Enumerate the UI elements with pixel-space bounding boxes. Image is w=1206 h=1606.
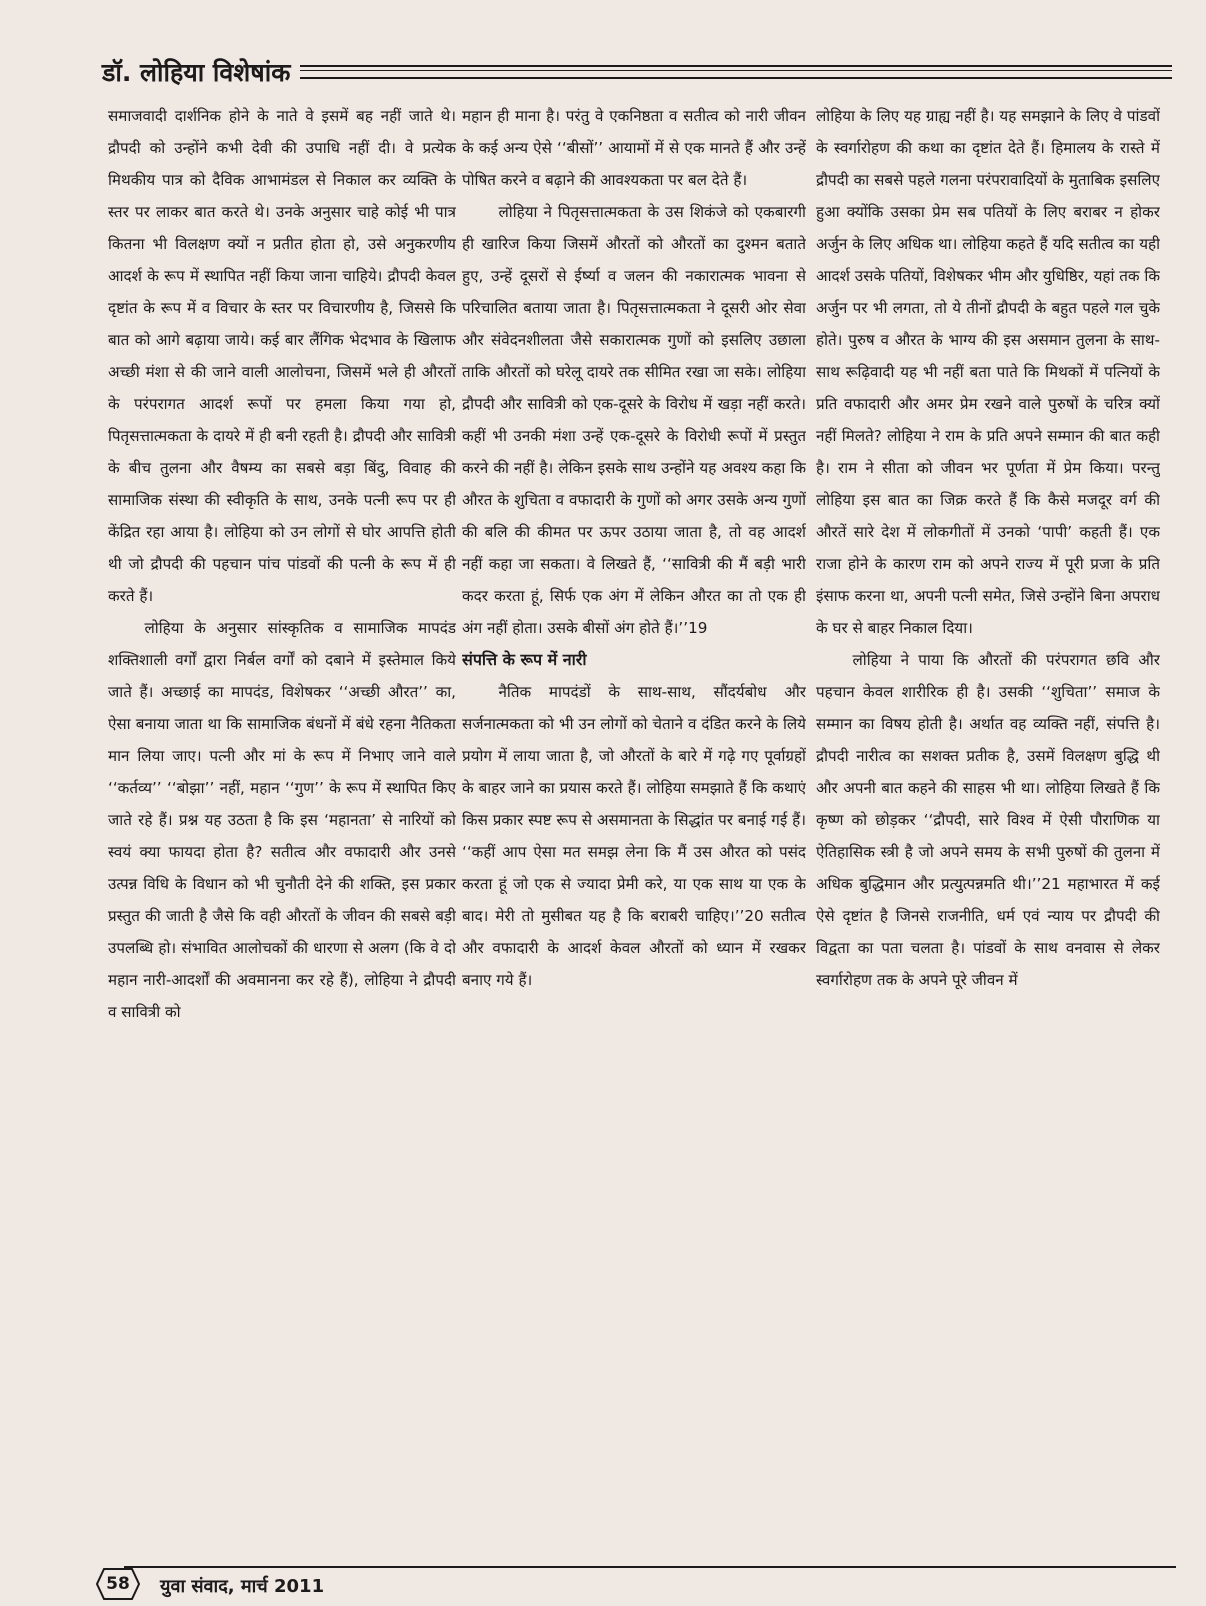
paragraph: नैतिक मापदंडों के साथ-साथ, सौंदर्यबोध और सर्जनात्मकता को भी उन लोगों को चेताने व दंडित करने के लिये प्रयोग में लाया जाता है, जो औरतों के बारे में गढ़े गए पूर्वाग्रहों के बाहर जाने का प्रयास करते हैं। लोहिया समझाते हैं कि कथाएं किस प्रकार स्पष्ट रूप से असमानता के सिद्धांत पर बनाई गई हैं। ‘‘कहीं आप ऐसा मत समझ लेना कि मैं उस औरत को पसंद करता हूं जो एक से ज्यादा प्रेमी करे, या एक साथ या एक के बाद। मेरी तो मुसीबत यह है कि बराबरी चाहिए।’’20 सतीत्व और वफादारी के आदर्श केवल औरतों को ध्यान में रखकर बनाए गये हैं। bbox=[462, 683, 806, 989]
text-column-2 bbox=[462, 100, 806, 1540]
paragraph: लोहिया ने पितृसत्तात्मकता के उस शिकंजे को एकबारगी ही खारिज किया जिसमें औरतों को औरतों का दुश्मन बताते हुए, उन्हें दूसरों से ईर्ष्या व जलन की नकारात्मक भावना से परिचालित बताया जाता है। पितृसत्तात्मकता ने दूसरी ओर सेवा और संवेदनशीलता जैसे सकारात्मक गुणों को इसलिए उछाला ताकि औरतों को घरेलू दायरे तक सीमित रखा जा सके। लोहिया द्रौपदी और सावित्री को एक-दूसरे के विरोध में खड़ा नहीं करते। कहीं भी उनकी मंशा उन्हें एक-दूसरे के विरोधी रूपों में प्रस्तुत करने की नहीं है। लेकिन इसके साथ उन्होंने यह अवश्य कहा कि औरत के शुचिता व वफादारी के गुणों को अगर उसके अन्य गुणों की बलि की कीमत पर ऊपर उठाया जाता है, तो वह आदर्श नहीं कहा जा सकता। वे लिखते हैं, ‘‘सावित्री की मैं बड़ी भारी कदर करता हूं, सिर्फ एक अंग में लेकिन औरत का तो एक ही अंग नहीं होता। उसके बीसों अंग होते हैं।’’19 bbox=[462, 203, 806, 637]
footer-rule bbox=[124, 1566, 1176, 1568]
publication-info: युवा संवाद, मार्च 2011 bbox=[160, 1576, 325, 1597]
text-column-1 bbox=[108, 100, 456, 1540]
paragraph: लोहिया के लिए यह ग्राह्य नहीं है। यह समझाने के लिए वे पांडवों के स्वर्गारोहण की कथा का दृष्टांत देते हैं। हिमालय के रास्ते में द्रौपदी का सबसे पहले गलना परंपरावादियों के मुताबिक इसलिए हुआ क्योंकि उसका प्रेम सब पतियों के लिए बराबर न होकर अर्जुन के लिए अधिक था। लोहिया कहते हैं यदि सतीत्व का यही आदर्श उसके पतियों, विशेषकर भीम और युधिष्ठिर, यहां तक कि अर्जुन पर भी लगता, तो ये तीनों द्रौपदी के बहुत पहले गल चुके होते। पुरुष व औरत के भाग्य की इस असमान तुलना के साथ-साथ रूढ़िवादी यह भी नहीं बता पाते कि मिथकों में पत्नियों के प्रति वफादारी और अमर प्रेम रखने वाले पुरुषों के चरित्र क्यों नहीं मिलते? लोहिया ने राम के प्रति अपने सम्मान की बात कही है। राम ने सीता को जीवन भर पूर्णता में प्रेम किया। परन्तु लोहिया इस बात का जिक्र करते हैं कि कैसे मजदूर वर्ग की औरतें सारे देश में लोकगीतों में उनको ‘पापी’ कहती हैं। एक राजा होने के कारण राम को अपने राज्य में पूरी प्रजा के प्रति इंसाफ करना था, अपनी पत्नी समेत, जिसे उन्होंने बिना अपराध के घर से बाहर निकाल दिया। bbox=[816, 107, 1160, 637]
paragraph: समाजवादी दार्शनिक होने के नाते वे इसमें बह नहीं जाते थे। द्रौपदी को उन्होंने कभी देवी की उपाधि नहीं दी। वे प्रत्येक मिथकीय पात्र को दैविक आभामंडल से निकाल कर व्यक्ति के स्तर पर लाकर बात करते थे। उनके अनुसार चाहे कोई भी पात्र कितना भी विलक्षण क्यों न प्रतीत होता हो, उसे अनुकरणीय आदर्श के रूप में स्थापित नहीं किया जाना चाहिये। द्रौपदी केवल दृष्टांत के रूप में व विचार के स्तर पर विचारणीय है, जिससे कि बात को आगे बढ़ाया जाये। कई बार लैंगिक भेदभाव के खिलाफ अच्छी मंशा से की जाने वाली आलोचना, जिसमें भले ही औरतों के परंपरागत आदर्श रूपों पर हमला किया गया हो, पितृसत्तात्मकता के दायरे में ही बनी रहती है। द्रौपदी और सावित्री के बीच तुलना और वैषम्य का सबसे बड़ा बिंदु, विवाह की सामाजिक संस्था की स्वीकृति के साथ, उनके पत्नी रूप पर ही केंद्रित रहा आया है। लोहिया को उन लोगों से घोर आपत्ति होती थी जो द्रौपदी की पहचान पांच पांडवों की पत्नी के रूप में ही करते हैं। bbox=[108, 107, 456, 605]
page-number: 58 bbox=[106, 1574, 130, 1594]
page-footer bbox=[96, 1566, 1176, 1606]
page-header bbox=[102, 52, 1172, 92]
paragraph: लोहिया के अनुसार सांस्कृतिक व सामाजिक मापदंड शक्तिशाली वर्गों द्वारा निर्बल वर्गों को दबाने में इस्तेमाल किये जाते हैं। अच्छाई का मापदंड, विशेषकर ‘‘अच्छी औरत’’ का, ऐसा बनाया जाता था कि सामाजिक बंधनों में बंधे रहना नैतिकता मान लिया जाए। पत्नी और मां के रूप में निभाए जाने वाले ‘‘कर्तव्य’’ ‘‘बोझा’’ नहीं, महान ‘‘गुण’’ के रूप में स्थापित किए जाते रहे हैं। प्रश्न यह उठता है कि इस ‘महानता’ से नारियों को स्वयं क्या फायदा होता है? सतीत्व और वफादारी और उनसे उत्पन्न विधि के विधान को भी चुनौती देने की शक्ति, इस प्रकार प्रस्तुत की जाती है जैसे कि वही औरतों के जीवन की सबसे बड़ी उपलब्धि हो। संभावित आलोचकों की धारणा से अलग (कि वे दो महान नारी-आदर्शों की अवमानना कर रहे हैं), लोहिया ने द्रौपदी व सावित्री को bbox=[108, 619, 456, 1021]
paragraph: महान ही माना है। परंतु वे एकनिष्ठता व सतीत्व को नारी जीवन के कई अन्य ऐसे ‘‘बीसों’’ आयामों में से एक मानते हैं और उन्हें पोषित करने व बढ़ाने की आवश्यकता पर बल देते हैं। bbox=[462, 107, 806, 189]
text-column-3 bbox=[816, 100, 1160, 1540]
header-title: डॉ. लोहिया विशेषांक bbox=[102, 58, 291, 87]
header-rule bbox=[300, 65, 1172, 79]
section-heading: संपत्ति के रूप में नारी bbox=[462, 650, 587, 669]
paragraph: लोहिया ने पाया कि औरतों की परंपरागत छवि और पहचान केवल शारीरिक ही है। उसकी ‘‘शुचिता’’ समाज के सम्मान का विषय होती है। अर्थात वह व्यक्ति नहीं, संपत्ति है। द्रौपदी नारीत्व का सशक्त प्रतीक है, उसमें विलक्षण बुद्धि थी और अपनी बात कहने की साहस भी था। लोहिया लिखते हैं कि कृष्ण को छोड़कर ‘‘द्रौपदी, सारे विश्व में ऐसी पौराणिक या ऐतिहासिक स्त्री है जो अपने समय के सभी पुरुषों की तुलना में अधिक बुद्धिमान और प्रत्युत्पन्नमति थी।’’21 महाभारत में कई ऐसे दृष्टांत है जिनसे राजनीति, धर्म एवं न्याय पर द्रौपदी की विद्वता का पता चलता है। पांडवों के साथ वनवास से लेकर स्वर्गारोहण तक के अपने पूरे जीवन में bbox=[816, 651, 1160, 989]
